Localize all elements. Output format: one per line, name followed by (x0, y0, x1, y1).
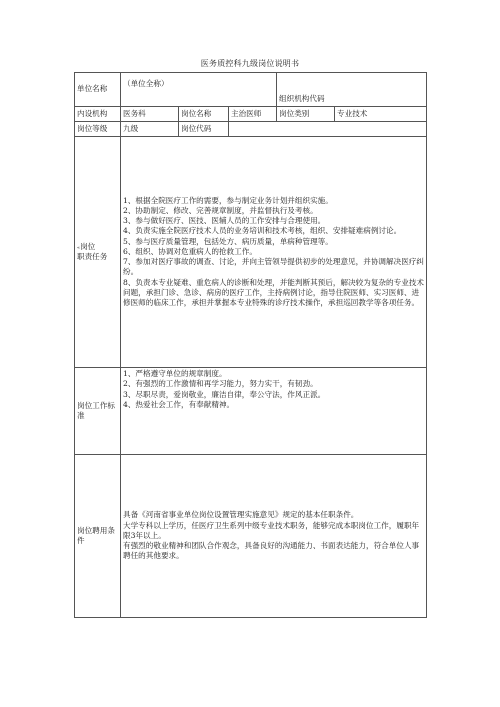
condition-item: 有强烈的敬业精神和团队合作观念，具备良好的沟通能力、书面表达能力，符合单位人事聘任的其他要求。 (123, 541, 420, 561)
standard-item: 2、有强烈的工作激情和再学习能力，努力实干，有韧劲。 (123, 379, 318, 389)
unit-name-label: 单位名称 (75, 73, 121, 107)
conditions-label: 岗位聘用条件 (75, 455, 121, 618)
duties-list (121, 137, 427, 368)
grade-value: 九级 (121, 122, 179, 137)
duty-item: 1、根据全院医疗工作的需要，参与制定业务计划并组织实施。 (123, 195, 333, 205)
standard-item: 1、严格遵守单位的规章制度。 (123, 369, 227, 378)
duty-item: 3、参与做好医疗、医技、医辅人员的工作安排与合理使用。 (123, 216, 326, 226)
dept-label: 内设机构 (75, 107, 121, 122)
unit-name-value: （单位全称） (121, 73, 277, 107)
post-type-value: 专业技术 (335, 107, 427, 122)
duty-item: 5、参与医疗质量管理，包括处方、病历质量，单病种管理等。 (123, 236, 333, 246)
standard-item: 4、热爱社会工作，有奉献精神。 (123, 399, 235, 409)
post-name-value: 主治医师 (229, 107, 277, 122)
dept-value: 医务科 (121, 107, 179, 122)
conditions-list (121, 455, 427, 618)
condition-item: 具备《河南省事业单位岗位设置管理实施意见》规定的基本任职条件。 (123, 510, 359, 520)
post-code-value (229, 122, 427, 137)
standards-label: 岗位工作标准 (75, 368, 121, 455)
conditions-row (75, 455, 427, 618)
org-code-label: 组织机构代码 (277, 73, 427, 107)
duty-item: 6、组织、协调对危重病人的抢救工作。 (123, 246, 257, 256)
post-name-label: 岗位名称 (179, 107, 229, 122)
condition-item: 大学专科以上学历，任医疗卫生系列中级专业技术职务，能够完成本职岗位工作，履职年限3年以上。 (123, 520, 420, 540)
duties-label-prefix: « (77, 244, 81, 251)
duty-item: 2、协助制定、修改、完善规章制度，并监督执行及考核。 (123, 205, 318, 215)
standard-item: 3、尽职尽责，爱岗敬业，廉洁自律，奉公守法，作风正派。 (123, 389, 326, 399)
duty-item: 8、负责本专业疑难、重危病人的诊断和处理，并能判断其预后，解决较为复杂的专业技术问题，承担门诊、急诊、病房的医疗工作，主持病例讨论，指导住院医师、实习医师、进修医师的临床工作，承担并掌握本专业特殊的诊疗技术操作，承担巡回教学等各项任务。 (123, 277, 424, 308)
standards-row (75, 368, 427, 455)
duties-label (75, 137, 121, 368)
grade-row (75, 122, 427, 137)
duties-row (75, 137, 427, 368)
unit-row (75, 73, 427, 107)
dept-row (75, 107, 427, 122)
document-title: 医务质控科九级岗位说明书 (200, 59, 300, 68)
post-code-label: 岗位代码 (179, 122, 229, 137)
duty-item: 7、参加对医疗事故的调查、讨论，并向主管领导提供初步的处理意见，并协调解决医疗纠纷。 (123, 257, 424, 277)
post-type-label: 岗位类别 (277, 107, 335, 122)
standards-list (121, 368, 427, 455)
grade-label: 岗位等级 (75, 122, 121, 137)
duties-label-text: 岗位 职责任务 (77, 241, 108, 261)
duty-item: 4、负责实施全院医疗技术人员的业务培训和技术考核，组织、安排疑难病例讨论。 (123, 226, 402, 236)
job-description-table (74, 72, 427, 618)
